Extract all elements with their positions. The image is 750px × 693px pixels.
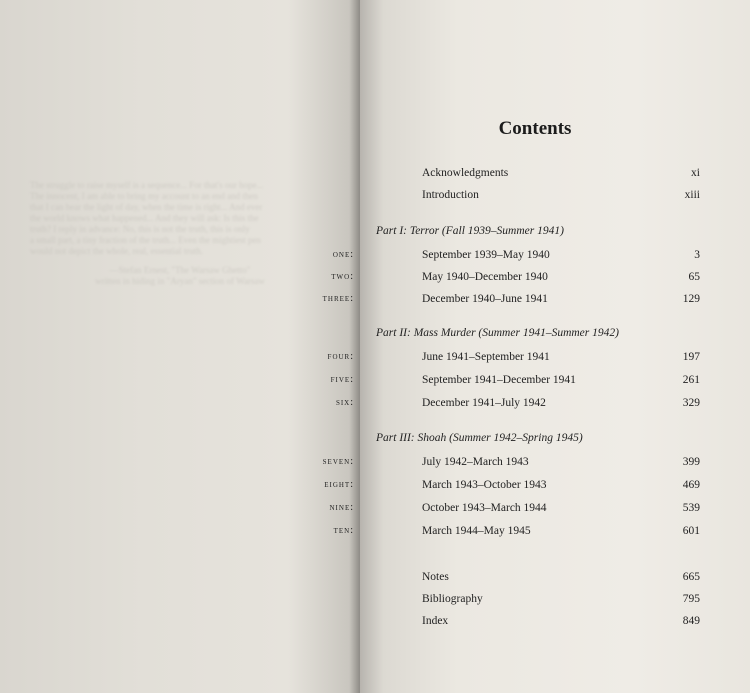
- chapter-label: June 1941–September 1941: [422, 351, 550, 363]
- toc-chapter: [327, 347, 700, 367]
- chapter-number: two:: [331, 271, 354, 282]
- epigraph-line: the world knows what happened... And they will ask: Is this the: [30, 213, 259, 223]
- chapter-number: four:: [327, 351, 354, 362]
- chapter-number: eight:: [324, 479, 354, 490]
- chapter-number: ten:: [333, 525, 354, 536]
- epigraph-line: that I can bear the light of day, when the time is right... And ever: [30, 202, 263, 212]
- entry-page: xiii: [684, 189, 700, 201]
- entry-page: 665: [682, 571, 700, 583]
- entry-label: Notes: [422, 571, 449, 583]
- part-heading: [376, 323, 619, 343]
- toc-entry: [360, 611, 700, 631]
- toc-entry: [360, 163, 700, 183]
- chapter-number: seven:: [322, 456, 354, 467]
- entry-page: xi: [691, 167, 700, 179]
- entry-label: Bibliography: [422, 593, 483, 605]
- chapter-page: 601: [682, 525, 700, 537]
- entry-label: Acknowledgments: [422, 167, 509, 179]
- toc-chapter: [322, 452, 700, 472]
- toc-chapter: [330, 370, 700, 390]
- toc-entry: [360, 589, 700, 609]
- chapter-label: March 1944–May 1945: [422, 525, 531, 537]
- epigraph-line: would not depict the whole, real, essential truth.: [30, 246, 203, 256]
- entry-page: 795: [682, 593, 700, 605]
- chapter-label: September 1941–December 1941: [422, 374, 576, 386]
- part-number: Part III:: [376, 432, 415, 444]
- chapter-page: 539: [682, 502, 700, 514]
- chapter-label: October 1943–March 1944: [422, 502, 547, 514]
- chapter-number: six:: [335, 397, 354, 408]
- part-number: Part I:: [376, 225, 407, 237]
- chapter-page: 197: [682, 351, 700, 363]
- part-heading: [376, 221, 564, 241]
- entry-label: Index: [422, 615, 449, 627]
- epigraph-line: The innocent, I am able to bring my account to an end and then: [30, 191, 258, 201]
- chapter-page: 3: [694, 249, 700, 261]
- chapter-label: September 1939–May 1940: [422, 249, 550, 261]
- entry-page: 849: [682, 615, 700, 627]
- toc-chapter: [329, 498, 700, 518]
- toc-entry: [360, 567, 700, 587]
- chapter-page: 469: [682, 479, 700, 491]
- epigraph-line: truth? I reply in advance: No, this is not the truth, this is only: [30, 224, 250, 234]
- chapter-page: 65: [688, 271, 700, 283]
- chapter-page: 129: [682, 293, 700, 305]
- chapter-page: 329: [682, 397, 700, 409]
- epigraph-attribution: —Stefan Ernest, "The Warsaw Ghetto": [109, 265, 251, 275]
- epigraph-line: The struggle to raise myself is a sequence... For that's our hope...: [30, 180, 264, 190]
- part-heading: [376, 428, 583, 448]
- chapter-label: December 1941–July 1942: [422, 397, 546, 409]
- chapter-page: 399: [682, 456, 700, 468]
- toc-chapter: [331, 267, 700, 287]
- chapter-number: nine:: [329, 502, 354, 513]
- page-title: Contents: [498, 118, 572, 139]
- chapter-label: December 1940–June 1941: [422, 293, 548, 305]
- chapter-label: July 1942–March 1943: [422, 456, 529, 468]
- part-title: Shoah (Summer 1942–Spring 1945): [417, 432, 583, 444]
- toc-chapter: [324, 475, 700, 495]
- part-number: Part II:: [376, 327, 411, 339]
- epigraph-attribution: written in hiding in "Aryan" section of Warsaw: [95, 276, 265, 286]
- chapter-number: three:: [322, 293, 354, 304]
- toc-chapter: [322, 289, 700, 309]
- chapter-page: 261: [682, 374, 700, 386]
- epigraph-line: a small part, a tiny fraction of the truth... Even the mightiest pen: [30, 235, 261, 245]
- toc-entry: [360, 185, 700, 205]
- toc-chapter: [333, 521, 700, 541]
- part-title: Terror (Fall 1939–Summer 1941): [409, 225, 564, 237]
- chapter-label: March 1943–October 1943: [422, 479, 547, 491]
- chapter-label: May 1940–December 1940: [422, 271, 548, 283]
- chapter-number: five:: [330, 374, 354, 385]
- toc-chapter: [332, 245, 700, 265]
- chapter-number: one:: [332, 249, 354, 260]
- toc-chapter: [335, 393, 700, 413]
- part-title: Mass Murder (Summer 1941–Summer 1942): [413, 327, 619, 339]
- entry-label: Introduction: [422, 189, 479, 201]
